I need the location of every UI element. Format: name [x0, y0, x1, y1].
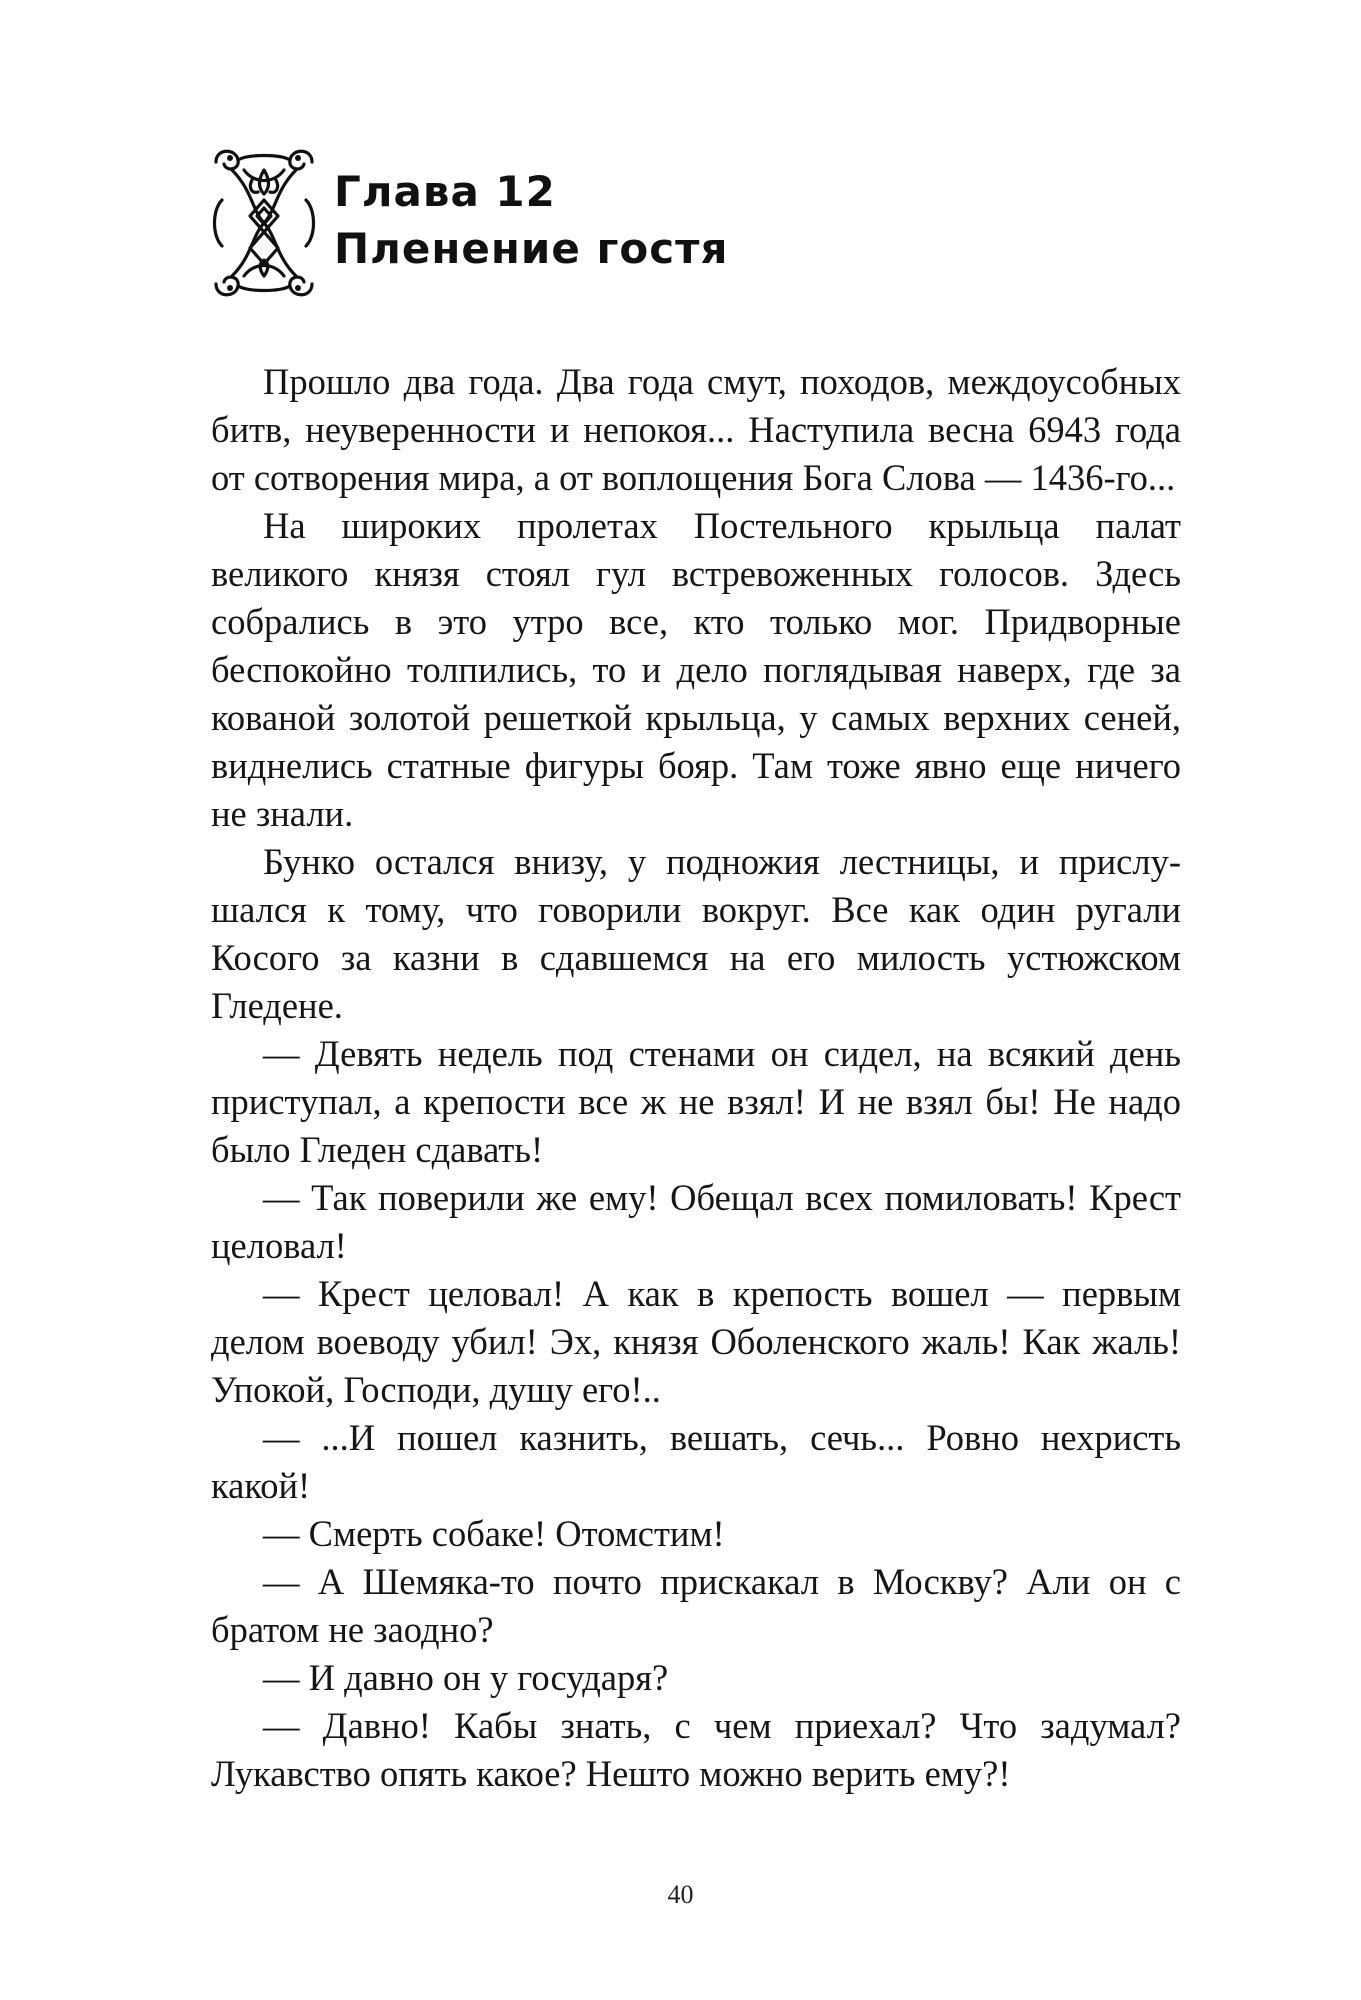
page-number: 40 [667, 1880, 694, 1909]
body-text [211, 358, 1181, 1798]
dialogue-line: — А Шемяка-то почто прискакал в Москву? Али он с братом не заодно? [211, 1561, 1181, 1650]
chapter-ornament-icon [208, 140, 320, 306]
dialogue-line: — Девять недель под стенами он сидел, на всякий день приступал, а крепости все ж не взял! И не взял бы! Не надо было Гледен сдавать! [211, 1033, 1181, 1170]
chapter-heading [334, 163, 728, 277]
paragraph: Бунко остался внизу, у подножия лестницы, и прислушался к тому, что говорили вокруг. Все как один ругали Косого за казни в сдавшемся на его милость устюжском Гледене. [211, 841, 1181, 1026]
chapter-number: Глава 12 [334, 167, 556, 216]
paragraph: На широких пролетах Постельного крыльца палат великого князя стоял гул встревоженных голосов. Здесь собрались в это утро все, кто только мог. Придворные беспокойно толпились, то и дело поглядывая наверх, где за кованой золотой решеткой крыльца, у самых верхних сеней, виднелись статные фигуры бояр. Там тоже явно еще ничего не знали. [211, 505, 1181, 834]
dialogue-line: — Смерть собаке! Отомстим! [263, 1513, 725, 1554]
dialogue-line: — Так поверили же ему! Обещал всех помиловать! Крест целовал! [211, 1177, 1181, 1266]
dialogue-line: — И давно он у государя? [263, 1657, 669, 1698]
paragraph: Прошло два года. Два года смут, походов, междоусобных битв, неуверенности и непокоя... Наступила весна 6943 года от сотворения мира, а от воплощения Бога Слова — 1436-го... [211, 361, 1181, 498]
chapter-title: Пленение гостя [334, 224, 729, 273]
dialogue-line: — Крест целовал! А как в крепость вошел — первым делом воеводу убил! Эх, князя Оболенского жаль! Как жаль! Упокой, Господи, душу его!.. [211, 1273, 1181, 1410]
dialogue-line: — ...И пошел казнить, вешать, сечь... Ровно нехристь какой! [211, 1417, 1181, 1506]
dialogue-line: — Давно! Кабы знать, с чем приехал? Что задумал? Лукавство опять какое? Нешто можно верить ему?! [211, 1705, 1181, 1794]
